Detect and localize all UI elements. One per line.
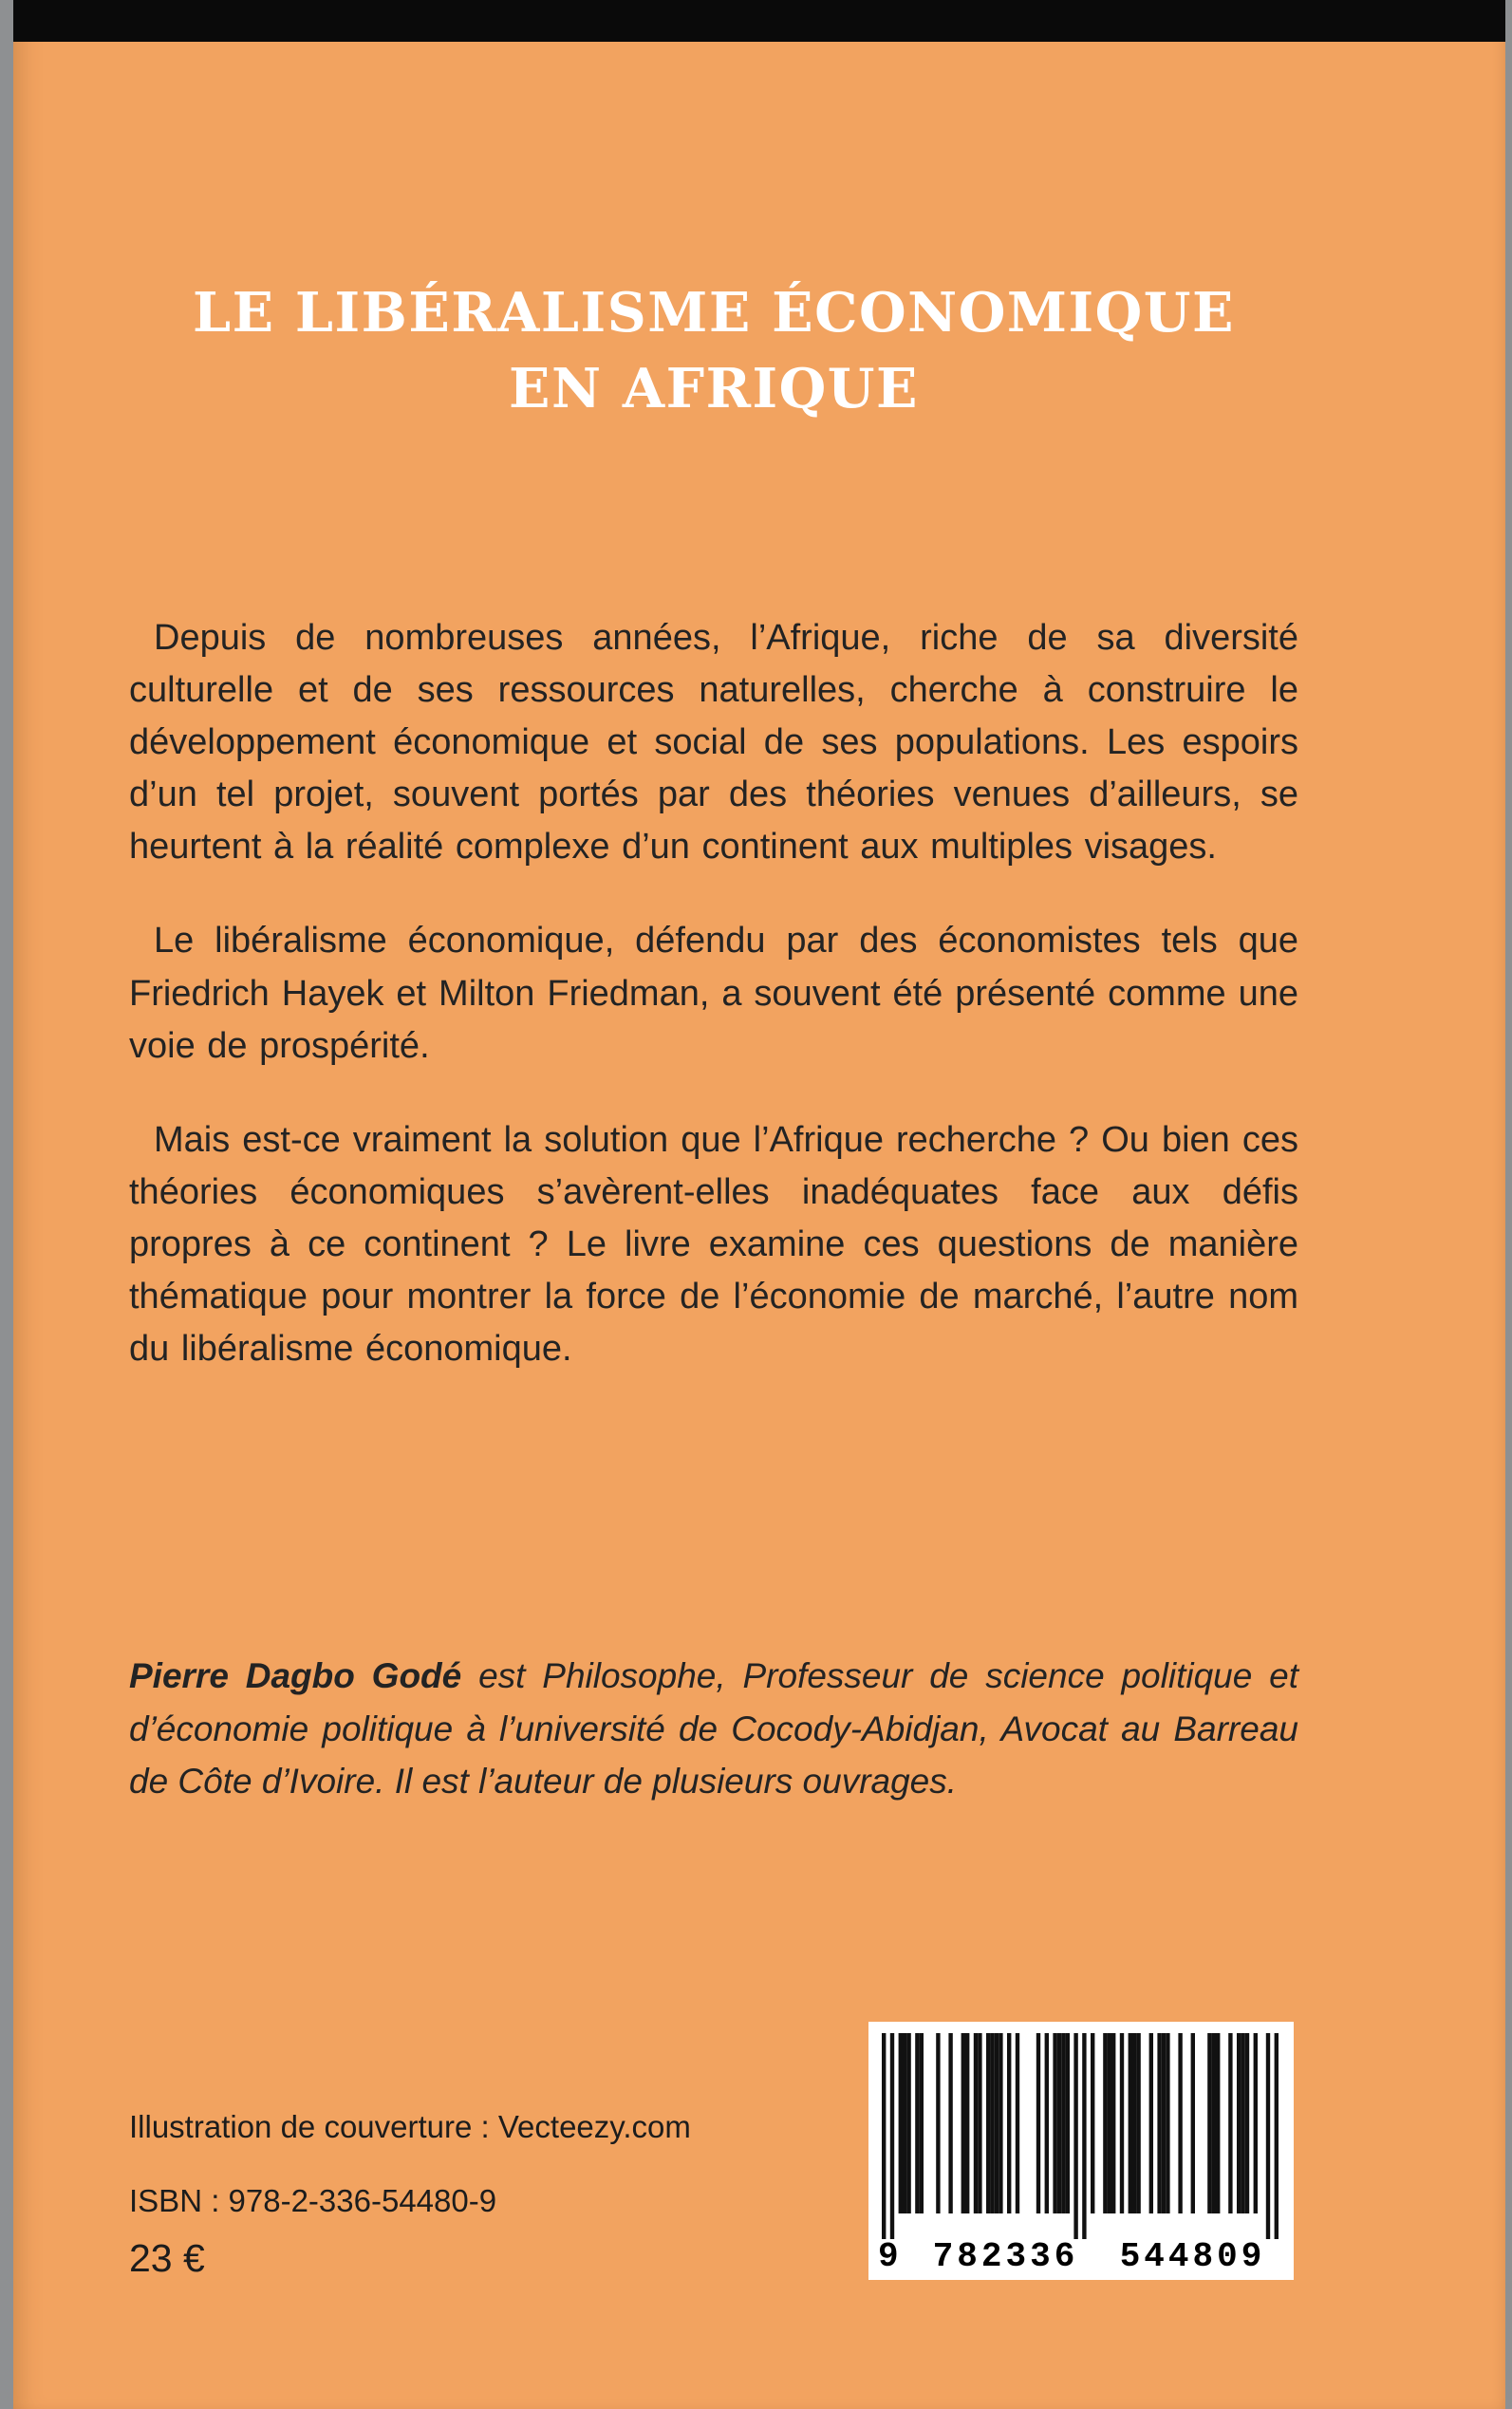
price-text: 23 € — [129, 2236, 205, 2280]
barcode — [868, 2022, 1294, 2280]
book-title — [129, 275, 1298, 427]
barcode-group-left: 782336 — [918, 2239, 1093, 2275]
barcode-number — [876, 2239, 1286, 2275]
author-name: Pierre Dagbo Godé — [129, 1656, 462, 1695]
body-paragraph: Le libéralisme économique, défendu par des économistes tels que Friedrich Hayek et Milton Friedman, a souvent été présenté comme une voie de prospérité. — [129, 921, 1298, 1066]
isbn-text: ISBN : 978-2-336-54480-9 — [129, 2183, 497, 2218]
barcode-bars — [882, 2033, 1280, 2242]
body-paragraph: Mais est-ce vraiment la solution que l’Afrique recherche ? Ou bien ces théories économiques s’avèrent-elles inadéquates face aux défis propres à ce continent ? Le livre examine ces questions de manière thématique pour montrer la force de l’économie de marché, l’autre nom du libéralisme économique. — [129, 1119, 1298, 1370]
author-bio-text: est Philosophe, Professeur de science politique et d’économie politique à l’université de Cocody-Abidjan, Avocat au Barreau de Côte d’Ivoire. Il est l’auteur de plusieurs ouvrages. — [129, 1656, 1299, 1801]
cover-illustration-credit: Illustration de couverture : Vecteezy.com — [129, 2109, 691, 2144]
body-paragraph: Depuis de nombreuses années, l’Afrique, riche de sa diversité culturelle et de ses ressources naturelles, cherche à construire le développement économique et social de ses populations. Les espoirs d’un tel projet, souvent portés par des théories venues d’ailleurs, se heurtent à la réalité complexe d’un continent aux multiples visages. — [129, 618, 1298, 868]
author-bio — [129, 1650, 1298, 1808]
title-line2: EN AFRIQUE — [509, 356, 919, 420]
top-black-bar — [13, 0, 1505, 42]
barcode-group-right: 544809 — [1105, 2239, 1280, 2275]
barcode-lead-digit: 9 — [876, 2239, 912, 2275]
synopsis — [129, 612, 1298, 1417]
title-line1: LE LIBÉRALISME ÉCONOMIQUE — [193, 281, 1235, 345]
